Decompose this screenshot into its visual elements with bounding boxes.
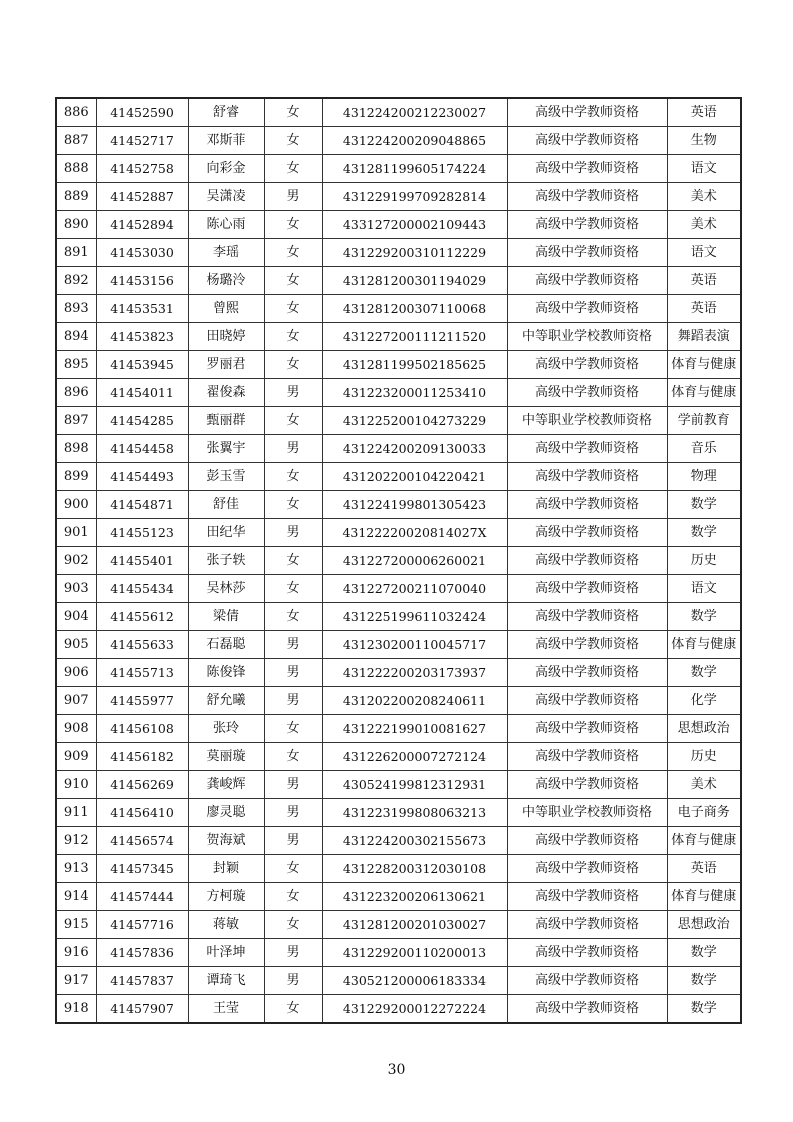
gender-cell: 女 bbox=[264, 98, 322, 127]
id-number-cell: 431225199611032424 bbox=[322, 603, 507, 631]
name-cell: 舒允曦 bbox=[188, 687, 264, 715]
subject-cell: 物理 bbox=[667, 463, 741, 491]
id-number-cell: 431229199709282814 bbox=[322, 183, 507, 211]
exam-id-cell: 41455401 bbox=[96, 547, 188, 575]
subject-cell: 思想政治 bbox=[667, 715, 741, 743]
name-cell: 贺海斌 bbox=[188, 827, 264, 855]
table-row bbox=[56, 659, 741, 687]
name-cell: 莫丽璇 bbox=[188, 743, 264, 771]
exam-id-cell: 41455612 bbox=[96, 603, 188, 631]
row-number-cell: 908 bbox=[56, 715, 96, 743]
qualification-cell: 高级中学教师资格 bbox=[507, 715, 667, 743]
gender-cell: 男 bbox=[264, 771, 322, 799]
id-number-cell: 430521200006183334 bbox=[322, 967, 507, 995]
row-number-cell: 916 bbox=[56, 939, 96, 967]
exam-id-cell: 41457837 bbox=[96, 967, 188, 995]
table-row bbox=[56, 883, 741, 911]
table-row bbox=[56, 155, 741, 183]
subject-cell: 英语 bbox=[667, 267, 741, 295]
id-number-cell: 431222200203173937 bbox=[322, 659, 507, 687]
qualification-cell: 高级中学教师资格 bbox=[507, 631, 667, 659]
row-number-cell: 913 bbox=[56, 855, 96, 883]
id-number-cell: 431281200307110068 bbox=[322, 295, 507, 323]
gender-cell: 男 bbox=[264, 435, 322, 463]
table-row bbox=[56, 827, 741, 855]
name-cell: 杨璐泠 bbox=[188, 267, 264, 295]
gender-cell: 男 bbox=[264, 967, 322, 995]
subject-cell: 学前教育 bbox=[667, 407, 741, 435]
subject-cell: 体育与健康 bbox=[667, 883, 741, 911]
id-number-cell: 431224199801305423 bbox=[322, 491, 507, 519]
name-cell: 蒋敏 bbox=[188, 911, 264, 939]
row-number-cell: 904 bbox=[56, 603, 96, 631]
gender-cell: 女 bbox=[264, 463, 322, 491]
row-number-cell: 909 bbox=[56, 743, 96, 771]
table-row bbox=[56, 687, 741, 715]
table-row bbox=[56, 911, 741, 939]
row-number-cell: 905 bbox=[56, 631, 96, 659]
table-row bbox=[56, 715, 741, 743]
exam-id-cell: 41453945 bbox=[96, 351, 188, 379]
exam-id-cell: 41453030 bbox=[96, 239, 188, 267]
qualification-cell: 高级中学教师资格 bbox=[507, 771, 667, 799]
exam-id-cell: 41453823 bbox=[96, 323, 188, 351]
qualification-cell: 中等职业学校教师资格 bbox=[507, 799, 667, 827]
id-number-cell: 433127200002109443 bbox=[322, 211, 507, 239]
table-row bbox=[56, 995, 741, 1024]
records-table bbox=[55, 97, 742, 1024]
qualification-cell: 高级中学教师资格 bbox=[507, 603, 667, 631]
table-row bbox=[56, 939, 741, 967]
gender-cell: 女 bbox=[264, 995, 322, 1024]
subject-cell: 数学 bbox=[667, 939, 741, 967]
subject-cell: 化学 bbox=[667, 687, 741, 715]
row-number-cell: 892 bbox=[56, 267, 96, 295]
id-number-cell: 431227200211070040 bbox=[322, 575, 507, 603]
subject-cell: 数学 bbox=[667, 491, 741, 519]
qualification-cell: 高级中学教师资格 bbox=[507, 547, 667, 575]
qualification-cell: 高级中学教师资格 bbox=[507, 659, 667, 687]
gender-cell: 女 bbox=[264, 715, 322, 743]
exam-id-cell: 41453156 bbox=[96, 267, 188, 295]
row-number-cell: 890 bbox=[56, 211, 96, 239]
subject-cell: 语文 bbox=[667, 239, 741, 267]
name-cell: 梁倩 bbox=[188, 603, 264, 631]
qualification-cell: 高级中学教师资格 bbox=[507, 827, 667, 855]
row-number-cell: 897 bbox=[56, 407, 96, 435]
table-row bbox=[56, 967, 741, 995]
row-number-cell: 914 bbox=[56, 883, 96, 911]
id-number-cell: 431230200110045717 bbox=[322, 631, 507, 659]
name-cell: 封颖 bbox=[188, 855, 264, 883]
gender-cell: 女 bbox=[264, 547, 322, 575]
subject-cell: 体育与健康 bbox=[667, 827, 741, 855]
gender-cell: 女 bbox=[264, 407, 322, 435]
subject-cell: 美术 bbox=[667, 183, 741, 211]
table-row bbox=[56, 547, 741, 575]
exam-id-cell: 41457345 bbox=[96, 855, 188, 883]
table-row bbox=[56, 267, 741, 295]
id-number-cell: 431224200302155673 bbox=[322, 827, 507, 855]
subject-cell: 语文 bbox=[667, 155, 741, 183]
subject-cell: 数学 bbox=[667, 967, 741, 995]
row-number-cell: 894 bbox=[56, 323, 96, 351]
exam-id-cell: 41455713 bbox=[96, 659, 188, 687]
name-cell: 陈俊锋 bbox=[188, 659, 264, 687]
qualification-cell: 高级中学教师资格 bbox=[507, 183, 667, 211]
qualification-cell: 高级中学教师资格 bbox=[507, 575, 667, 603]
subject-cell: 电子商务 bbox=[667, 799, 741, 827]
gender-cell: 女 bbox=[264, 855, 322, 883]
exam-id-cell: 41455633 bbox=[96, 631, 188, 659]
qualification-cell: 高级中学教师资格 bbox=[507, 211, 667, 239]
exam-id-cell: 41455123 bbox=[96, 519, 188, 547]
name-cell: 舒睿 bbox=[188, 98, 264, 127]
table-row bbox=[56, 239, 741, 267]
subject-cell: 生物 bbox=[667, 127, 741, 155]
qualification-cell: 高级中学教师资格 bbox=[507, 743, 667, 771]
gender-cell: 女 bbox=[264, 211, 322, 239]
qualification-cell: 高级中学教师资格 bbox=[507, 127, 667, 155]
table-row bbox=[56, 491, 741, 519]
table-row bbox=[56, 295, 741, 323]
subject-cell: 数学 bbox=[667, 603, 741, 631]
table-row bbox=[56, 519, 741, 547]
id-number-cell: 431223199808063213 bbox=[322, 799, 507, 827]
name-cell: 李瑶 bbox=[188, 239, 264, 267]
row-number-cell: 896 bbox=[56, 379, 96, 407]
table-row bbox=[56, 379, 741, 407]
exam-id-cell: 41454011 bbox=[96, 379, 188, 407]
id-number-cell: 431281199605174224 bbox=[322, 155, 507, 183]
exam-id-cell: 41456574 bbox=[96, 827, 188, 855]
id-number-cell: 431224200209048865 bbox=[322, 127, 507, 155]
gender-cell: 男 bbox=[264, 183, 322, 211]
gender-cell: 男 bbox=[264, 827, 322, 855]
exam-id-cell: 41454285 bbox=[96, 407, 188, 435]
id-number-cell: 431222199010081627 bbox=[322, 715, 507, 743]
exam-id-cell: 41457836 bbox=[96, 939, 188, 967]
row-number-cell: 899 bbox=[56, 463, 96, 491]
name-cell: 谭琦飞 bbox=[188, 967, 264, 995]
row-number-cell: 911 bbox=[56, 799, 96, 827]
qualification-cell: 高级中学教师资格 bbox=[507, 267, 667, 295]
id-number-cell: 430524199812312931 bbox=[322, 771, 507, 799]
table-row bbox=[56, 603, 741, 631]
row-number-cell: 907 bbox=[56, 687, 96, 715]
qualification-cell: 高级中学教师资格 bbox=[507, 519, 667, 547]
row-number-cell: 889 bbox=[56, 183, 96, 211]
gender-cell: 男 bbox=[264, 379, 322, 407]
id-number-cell: 431226200007272124 bbox=[322, 743, 507, 771]
qualification-cell: 高级中学教师资格 bbox=[507, 351, 667, 379]
row-number-cell: 900 bbox=[56, 491, 96, 519]
subject-cell: 音乐 bbox=[667, 435, 741, 463]
gender-cell: 女 bbox=[264, 603, 322, 631]
id-number-cell: 431229200310112229 bbox=[322, 239, 507, 267]
subject-cell: 舞蹈表演 bbox=[667, 323, 741, 351]
subject-cell: 英语 bbox=[667, 295, 741, 323]
exam-id-cell: 41454458 bbox=[96, 435, 188, 463]
row-number-cell: 888 bbox=[56, 155, 96, 183]
subject-cell: 语文 bbox=[667, 575, 741, 603]
name-cell: 翟俊森 bbox=[188, 379, 264, 407]
id-number-cell: 431224200209130033 bbox=[322, 435, 507, 463]
subject-cell: 美术 bbox=[667, 211, 741, 239]
exam-id-cell: 41454871 bbox=[96, 491, 188, 519]
gender-cell: 女 bbox=[264, 883, 322, 911]
gender-cell: 男 bbox=[264, 659, 322, 687]
exam-id-cell: 41456182 bbox=[96, 743, 188, 771]
table-row bbox=[56, 98, 741, 127]
subject-cell: 英语 bbox=[667, 855, 741, 883]
gender-cell: 男 bbox=[264, 939, 322, 967]
row-number-cell: 915 bbox=[56, 911, 96, 939]
id-number-cell: 431223200206130621 bbox=[322, 883, 507, 911]
table-row bbox=[56, 351, 741, 379]
name-cell: 张翼宇 bbox=[188, 435, 264, 463]
exam-id-cell: 41456269 bbox=[96, 771, 188, 799]
table-row bbox=[56, 799, 741, 827]
row-number-cell: 903 bbox=[56, 575, 96, 603]
name-cell: 龚峻辉 bbox=[188, 771, 264, 799]
name-cell: 向彩金 bbox=[188, 155, 264, 183]
name-cell: 彭玉雪 bbox=[188, 463, 264, 491]
qualification-cell: 高级中学教师资格 bbox=[507, 295, 667, 323]
row-number-cell: 891 bbox=[56, 239, 96, 267]
id-number-cell: 431223200011253410 bbox=[322, 379, 507, 407]
name-cell: 张玲 bbox=[188, 715, 264, 743]
id-number-cell: 431225200104273229 bbox=[322, 407, 507, 435]
exam-id-cell: 41457716 bbox=[96, 911, 188, 939]
qualification-cell: 高级中学教师资格 bbox=[507, 967, 667, 995]
subject-cell: 数学 bbox=[667, 519, 741, 547]
subject-cell: 体育与健康 bbox=[667, 351, 741, 379]
table-row bbox=[56, 463, 741, 491]
name-cell: 田晓婷 bbox=[188, 323, 264, 351]
row-number-cell: 901 bbox=[56, 519, 96, 547]
id-number-cell: 431227200111211520 bbox=[322, 323, 507, 351]
id-number-cell: 431228200312030108 bbox=[322, 855, 507, 883]
gender-cell: 男 bbox=[264, 799, 322, 827]
qualification-cell: 高级中学教师资格 bbox=[507, 995, 667, 1024]
row-number-cell: 886 bbox=[56, 98, 96, 127]
subject-cell: 体育与健康 bbox=[667, 379, 741, 407]
gender-cell: 女 bbox=[264, 239, 322, 267]
exam-id-cell: 41456410 bbox=[96, 799, 188, 827]
id-number-cell: 431202200104220421 bbox=[322, 463, 507, 491]
name-cell: 罗丽君 bbox=[188, 351, 264, 379]
qualification-cell: 高级中学教师资格 bbox=[507, 687, 667, 715]
name-cell: 方柯璇 bbox=[188, 883, 264, 911]
name-cell: 张子轶 bbox=[188, 547, 264, 575]
exam-id-cell: 41452887 bbox=[96, 183, 188, 211]
gender-cell: 女 bbox=[264, 743, 322, 771]
gender-cell: 男 bbox=[264, 631, 322, 659]
id-number-cell: 431202200208240611 bbox=[322, 687, 507, 715]
gender-cell: 女 bbox=[264, 267, 322, 295]
row-number-cell: 912 bbox=[56, 827, 96, 855]
id-number-cell: 431227200006260021 bbox=[322, 547, 507, 575]
gender-cell: 女 bbox=[264, 575, 322, 603]
gender-cell: 女 bbox=[264, 323, 322, 351]
qualification-cell: 高级中学教师资格 bbox=[507, 98, 667, 127]
name-cell: 曾熙 bbox=[188, 295, 264, 323]
id-number-cell: 431281200301194029 bbox=[322, 267, 507, 295]
qualification-cell: 高级中学教师资格 bbox=[507, 491, 667, 519]
exam-id-cell: 41452894 bbox=[96, 211, 188, 239]
row-number-cell: 917 bbox=[56, 967, 96, 995]
table-row bbox=[56, 211, 741, 239]
id-number-cell: 431224200212230027 bbox=[322, 98, 507, 127]
exam-id-cell: 41453531 bbox=[96, 295, 188, 323]
qualification-cell: 高级中学教师资格 bbox=[507, 911, 667, 939]
name-cell: 邓斯菲 bbox=[188, 127, 264, 155]
subject-cell: 数学 bbox=[667, 995, 741, 1024]
exam-id-cell: 41454493 bbox=[96, 463, 188, 491]
qualification-cell: 高级中学教师资格 bbox=[507, 435, 667, 463]
exam-id-cell: 41452717 bbox=[96, 127, 188, 155]
table-row bbox=[56, 127, 741, 155]
records-table-body bbox=[56, 98, 741, 1023]
table-row bbox=[56, 743, 741, 771]
qualification-cell: 中等职业学校教师资格 bbox=[507, 407, 667, 435]
qualification-cell: 高级中学教师资格 bbox=[507, 939, 667, 967]
name-cell: 廖灵聪 bbox=[188, 799, 264, 827]
row-number-cell: 910 bbox=[56, 771, 96, 799]
row-number-cell: 887 bbox=[56, 127, 96, 155]
table-row bbox=[56, 323, 741, 351]
id-number-cell: 43122220020814027X bbox=[322, 519, 507, 547]
exam-id-cell: 41456108 bbox=[96, 715, 188, 743]
subject-cell: 美术 bbox=[667, 771, 741, 799]
gender-cell: 女 bbox=[264, 351, 322, 379]
id-number-cell: 431281200201030027 bbox=[322, 911, 507, 939]
name-cell: 叶泽坤 bbox=[188, 939, 264, 967]
gender-cell: 男 bbox=[264, 687, 322, 715]
exam-id-cell: 41452590 bbox=[96, 98, 188, 127]
row-number-cell: 895 bbox=[56, 351, 96, 379]
gender-cell: 女 bbox=[264, 911, 322, 939]
subject-cell: 英语 bbox=[667, 98, 741, 127]
row-number-cell: 902 bbox=[56, 547, 96, 575]
id-number-cell: 431229200012272224 bbox=[322, 995, 507, 1024]
name-cell: 吴林莎 bbox=[188, 575, 264, 603]
exam-id-cell: 41457444 bbox=[96, 883, 188, 911]
exam-id-cell: 41452758 bbox=[96, 155, 188, 183]
name-cell: 陈心雨 bbox=[188, 211, 264, 239]
table-row bbox=[56, 435, 741, 463]
subject-cell: 体育与健康 bbox=[667, 631, 741, 659]
qualification-cell: 高级中学教师资格 bbox=[507, 379, 667, 407]
subject-cell: 数学 bbox=[667, 659, 741, 687]
row-number-cell: 898 bbox=[56, 435, 96, 463]
name-cell: 吴潇凌 bbox=[188, 183, 264, 211]
qualification-cell: 中等职业学校教师资格 bbox=[507, 323, 667, 351]
subject-cell: 历史 bbox=[667, 743, 741, 771]
id-number-cell: 431281199502185625 bbox=[322, 351, 507, 379]
name-cell: 王莹 bbox=[188, 995, 264, 1024]
table-row bbox=[56, 771, 741, 799]
table-row bbox=[56, 575, 741, 603]
table-row bbox=[56, 183, 741, 211]
row-number-cell: 918 bbox=[56, 995, 96, 1024]
name-cell: 田纪华 bbox=[188, 519, 264, 547]
gender-cell: 女 bbox=[264, 155, 322, 183]
page-number: 30 bbox=[387, 1062, 406, 1078]
subject-cell: 思想政治 bbox=[667, 911, 741, 939]
gender-cell: 女 bbox=[264, 127, 322, 155]
gender-cell: 女 bbox=[264, 491, 322, 519]
row-number-cell: 893 bbox=[56, 295, 96, 323]
table-row bbox=[56, 407, 741, 435]
qualification-cell: 高级中学教师资格 bbox=[507, 239, 667, 267]
qualification-cell: 高级中学教师资格 bbox=[507, 855, 667, 883]
qualification-cell: 高级中学教师资格 bbox=[507, 155, 667, 183]
qualification-cell: 高级中学教师资格 bbox=[507, 883, 667, 911]
table-row bbox=[56, 631, 741, 659]
name-cell: 石磊聪 bbox=[188, 631, 264, 659]
gender-cell: 女 bbox=[264, 295, 322, 323]
exam-id-cell: 41455434 bbox=[96, 575, 188, 603]
exam-id-cell: 41455977 bbox=[96, 687, 188, 715]
row-number-cell: 906 bbox=[56, 659, 96, 687]
name-cell: 甄丽群 bbox=[188, 407, 264, 435]
gender-cell: 男 bbox=[264, 519, 322, 547]
name-cell: 舒佳 bbox=[188, 491, 264, 519]
table-row bbox=[56, 855, 741, 883]
id-number-cell: 431229200110200013 bbox=[322, 939, 507, 967]
exam-id-cell: 41457907 bbox=[96, 995, 188, 1024]
qualification-cell: 高级中学教师资格 bbox=[507, 463, 667, 491]
subject-cell: 历史 bbox=[667, 547, 741, 575]
